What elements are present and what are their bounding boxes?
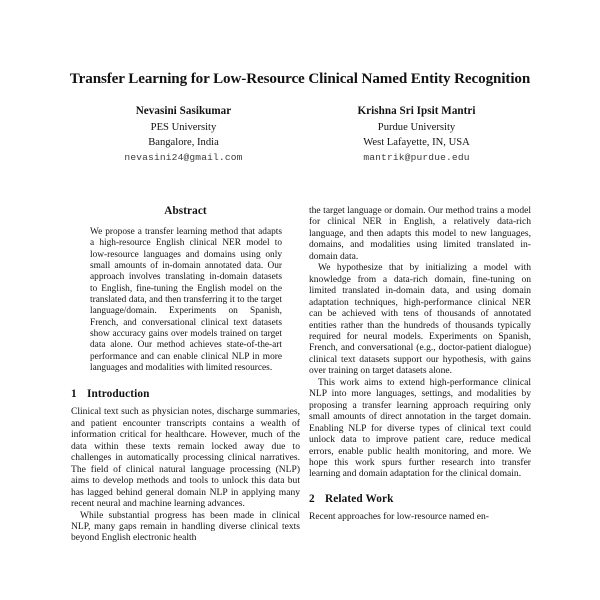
column-left [71,205,300,544]
author-list [50,104,550,165]
author-institution: PES University [150,121,217,133]
author-block-1 [67,104,300,165]
author-name: Krishna Sri Ipsit Mantri [357,105,476,117]
abstract-heading: Abstract [164,205,207,217]
author-block-2 [300,104,533,165]
paragraph: Recent approaches for low-resource named en- [309,510,489,522]
paragraph: While substantial progress has been made in clinical NLP, many gaps remain in handling diverse clinical texts beyond English electronic health [71,509,300,544]
abstract-paragraph: We propose a transfer learning method that adapts a high-resource English clinical NER model to low-resource languages and domains using only small amounts of in-domain annotated data. Our approach involves translating in-domain datasets to English, fine-tuning the English model on the translated data, and then transferring it to the target language/domain. Experiments on Spanish, French, and conversational clinical text datasets show accuracy gains over models trained on target data alone. Our method achieves state-of-the-art performance and can enable clinical NLP in more languages and modalities with limited resources. [90,227,282,374]
paragraph: Clinical text such as physician notes, discharge summaries, and patient encounter transcripts contains a wealth of information critical for healthcare. However, much of the data within these texts remain locked away due to challenges in automatically processing clinical narratives. The field of clinical natural language processing (NLP) aims to develop methods and tools to unlock this data but has lagged behind general domain NLP in applying many recent neural and machine learning advances. [71,406,300,510]
section-number: 1 [71,388,77,401]
abstract-body [90,227,282,374]
author-name: Nevasini Sasikumar [135,105,232,117]
section-heading-related-work [309,493,531,505]
page-title: Transfer Learning for Low-Resource Clinical Named Entity Recognition [69,71,531,88]
author-location: Bangalore, India [148,136,219,148]
author-email[interactable]: mantrik@purdue.edu [363,151,470,163]
section-title: Introduction [87,388,150,401]
author-institution: Purdue University [377,121,456,133]
author-email[interactable]: nevasini24@gmail.com [124,151,243,163]
section-title: Related Work [325,492,394,505]
section-number: 2 [309,492,315,505]
paragraph: This work aims to extend high-performance clinical NLP into more languages, settings, and modalities by proposing a transfer learning approach requiring only small amounts of direct annotation in the target domain. Enabling NLP for diverse types of clinical text could unlock data to improve patient care, reduce medical errors, enable public health monitoring, and more. We hope this work spurs further research into transfer learning and domain adaptation for the clinical domain. [309,376,531,480]
column-right [309,205,531,522]
paragraph: the target language or domain. Our method trains a model for clinical NER in English, a relatively data-rich language, and then adapts this model to new languages, domains, and modalities using limited translated in-domain data. [309,205,531,262]
author-location: West Lafayette, IN, USA [363,136,470,148]
section-heading-introduction [71,388,300,400]
paragraph: We hypothesize that by initializing a model with knowledge from a data-rich domain, fine-tuning on limited translated in-domain data, and using domain adaptation techniques, high-performance clinical NER can be achieved with tens of thousands of annotated entities rather than the hundreds of thousands typically required for neural models. Experiments on Spanish, French, and conversational (e.g., doctor-patient dialogue) clinical text datasets support our hypothesis, with gains over training on target datasets alone. [309,262,531,377]
